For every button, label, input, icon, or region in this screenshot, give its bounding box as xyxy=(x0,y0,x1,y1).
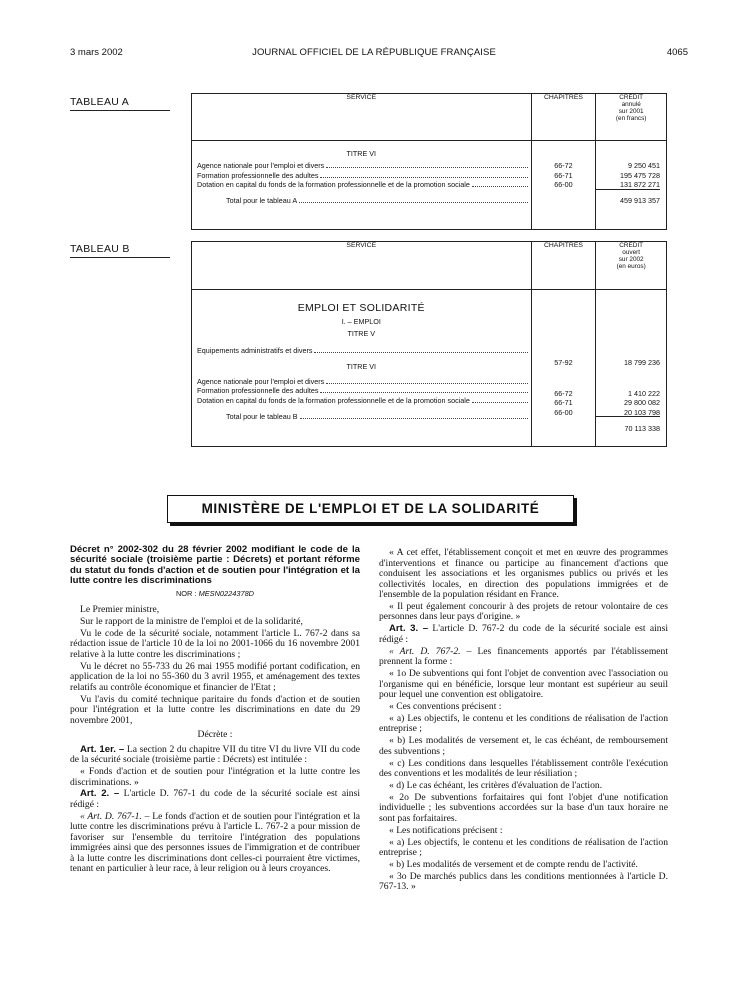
paragraph: Vu l'avis du comité technique paritaire du fonds d'action et de soutien pour l'intégration et la lutte contre les discriminations en date du 29 novembre 2001, xyxy=(70,693,360,726)
chapitre-value: 66-72 xyxy=(554,161,573,170)
tableau-b-table xyxy=(191,241,667,447)
credit-value: 29 800 082 xyxy=(624,398,660,408)
subsection-emploi: I. – EMPLOI xyxy=(341,317,381,326)
section-titre-vi: TITRE VI xyxy=(346,361,377,371)
paragraph: « b) Les modalités de versement et de compte rendu de l'activité. xyxy=(389,859,638,871)
table-row: Dotation en capital du fonds de la formation professionnelle et de la promotion sociale xyxy=(192,180,531,190)
ministry-heading: EMPLOI ET SOLIDARITÉ xyxy=(297,302,425,314)
paragraph: « a) Les objectifs, le contenu et les conditions de réalisation de l'action entreprise ; xyxy=(379,712,668,735)
decrete-label: Décrète : xyxy=(197,729,233,741)
table-row: Formation professionnelle des adultes xyxy=(192,386,531,396)
paragraph: « d) Le cas échéant, les critères d'évaluation de l'action. xyxy=(389,780,603,792)
chapitre-value: 66-00 xyxy=(554,180,573,190)
header-title: JOURNAL OFFICIEL DE LA RÉPUBLIQUE FRANÇAISE xyxy=(252,47,496,58)
chapitre-value: 66-71 xyxy=(554,170,573,180)
paragraph: « 2o De subventions forfaitaires qui font l'objet d'une notification individuelle ; les subventions accordées sur la base d'un taux horaire ne sont pas forfaitaires. xyxy=(379,791,668,824)
header-credit: CRÉDIT annulé sur 2001 (en francs) xyxy=(596,94,667,141)
header-chapitres: CHAPITRES xyxy=(531,242,596,290)
paragraph: Le Premier ministre, xyxy=(80,604,160,616)
article-3: Art. 3. – L'article D. 767-2 du code de la sécurité sociale est ainsi rédigé : xyxy=(379,623,668,645)
tableau-a-rule xyxy=(70,110,170,111)
table-row: Formation professionnelle des adultes xyxy=(192,171,531,181)
credit-value: 131 872 271 xyxy=(596,180,660,190)
article-1: Art. 1er. – La section 2 du chapitre VII du titre VI du livre VII du code de la sécurité sociale (troisième partie : Décrets) est intitulée : xyxy=(70,743,361,766)
header-chapitres: CHAPITRES xyxy=(531,94,596,141)
table-row: Agence nationale pour l'emploi et divers xyxy=(192,161,531,171)
decree-title: Décret n° 2002-302 du 28 février 2002 modifiant le code de la sécurité sociale (troisième partie : Décrets) et portant réforme du statut du fonds d'action et de soutien pour l'intégration et la lutte contre les discriminations xyxy=(70,544,360,587)
credit-value: 9 250 451 xyxy=(628,161,660,170)
tableau-b-label: TABLEAU B xyxy=(70,243,130,255)
paragraph: Vu le décret no 55-733 du 26 mai 1955 modifié portant codification, en application de la loi no 55-360 du 3 avril 1955, et aménagement des textes relatifs au contrôle économique et financier de l'Etat ; xyxy=(70,660,360,693)
paragraph: « Il peut également concourir à des projets de retour volontaire de ces personnes dans leur pays d'origine. » xyxy=(379,600,668,623)
paragraph: « 1o De subventions qui font l'objet de convention avec l'association ou l'organisme qui en bénéficie, lorsque leur montant est supérieur au seuil pour lequel une convention est obligatoire. xyxy=(379,668,668,701)
paragraph: Sur le rapport de la ministre de l'emploi et de la solidarité, xyxy=(80,616,303,628)
nor-reference: NOR : MESN0224378D xyxy=(175,588,255,598)
table-row: Dotation en capital du fonds de la formation professionnelle et de la promotion sociale xyxy=(192,396,531,406)
section-titre-v: TITRE V xyxy=(347,329,376,338)
paragraph: « a) Les objectifs, le contenu et les conditions de réalisation de l'action entreprise ; xyxy=(379,836,668,859)
paragraph: « Fonds d'action et de soutien pour l'intégration et la lutte contre les discriminations. » xyxy=(70,766,360,788)
ministry-banner: MINISTÈRE DE L'EMPLOI ET DE LA SOLIDARITÉ xyxy=(167,495,574,523)
header-credit: CRÉDIT ouvert sur 2002 (en euros) xyxy=(596,242,667,290)
total-value: 70 113 338 xyxy=(624,424,660,434)
page-number: 4065 xyxy=(666,47,688,58)
header-service: SERVICE xyxy=(192,242,532,290)
paragraph: « Ces conventions précisent : xyxy=(389,700,502,712)
article-2-quote: « Art. D. 767-1. – Le fonds d'action et de soutien pour l'intégration et la lutte contre les discriminations prévu à l'article L. 767-2 a pour mission de favoriser sur l'ensemble du territoire l'intégration des populations immigrées ainsi que des personnes issues de l'immigration et de contribuer à la lutte contre les discriminations dont celles-ci pourraient être victimes, tenant en particulier à leur race, à leur religion ou à leurs croyances. xyxy=(70,810,360,875)
article-3-quote: « Art. D. 767-2. – Les financements apportés par l'établissement prennent la forme : xyxy=(379,645,668,668)
paragraph: « b) Les modalités de versement et, le cas échéant, de remboursement des subventions ; xyxy=(379,735,668,757)
header-service: SERVICE xyxy=(192,94,532,141)
tableau-a-table xyxy=(191,93,667,230)
table-row: Equipements administratifs et divers xyxy=(192,346,531,356)
left-column xyxy=(70,545,360,876)
paragraph: « 3o De marchés publics dans les conditions mentionnées à l'article D. 767-13. » xyxy=(379,870,668,893)
section-titre-vi: TITRE VI xyxy=(346,149,377,158)
paragraph: « Les notifications précisent : xyxy=(389,824,503,836)
tableau-b-rule xyxy=(70,257,170,258)
credit-value: 195 475 728 xyxy=(620,170,660,180)
credit-value: 1 410 222 xyxy=(628,388,660,398)
credit-value: 18 799 236 xyxy=(624,358,660,367)
chapitre-value: 57-92 xyxy=(554,358,573,367)
chapitre-value: 66-71 xyxy=(554,398,573,408)
total-value: 459 913 357 xyxy=(620,195,660,205)
article-2: Art. 2. – L'article D. 767-1 du code de la sécurité sociale est ainsi rédigé : xyxy=(70,788,360,810)
right-column xyxy=(379,548,668,894)
paragraph: Vu le code de la sécurité sociale, notamment l'article L. 767-2 dans sa rédaction issue de l'article 10 de la loi no 2001-1066 du 16 novembre 2001 relative à la lutte contre les discriminations ; xyxy=(70,627,360,660)
table-row: Agence nationale pour l'emploi et divers xyxy=(192,377,531,387)
paragraph: « c) Les conditions dans lesquelles l'établissement contrôle l'exécution des conventions et les modalités de leur résiliation ; xyxy=(379,757,668,780)
chapitre-value: 66-72 xyxy=(554,388,573,398)
total-row: Total pour le tableau A xyxy=(192,196,531,206)
header-date: 3 mars 2002 xyxy=(70,47,123,58)
tableau-a-label: TABLEAU A xyxy=(70,96,130,108)
paragraph: « A cet effet, l'établissement conçoit et met en œuvre des programmes d'interventions et finance ou participe au financement d'actions que conduisent les associations et les organismes publics ou privés et les collectivités locales, en direction des populations immigrées et de l'ensemble de la population résidant en France. xyxy=(379,547,668,600)
total-row: Total pour le tableau B xyxy=(192,412,531,422)
chapitre-value: 66-00 xyxy=(554,407,573,417)
credit-value: 20 103 798 xyxy=(596,408,660,418)
